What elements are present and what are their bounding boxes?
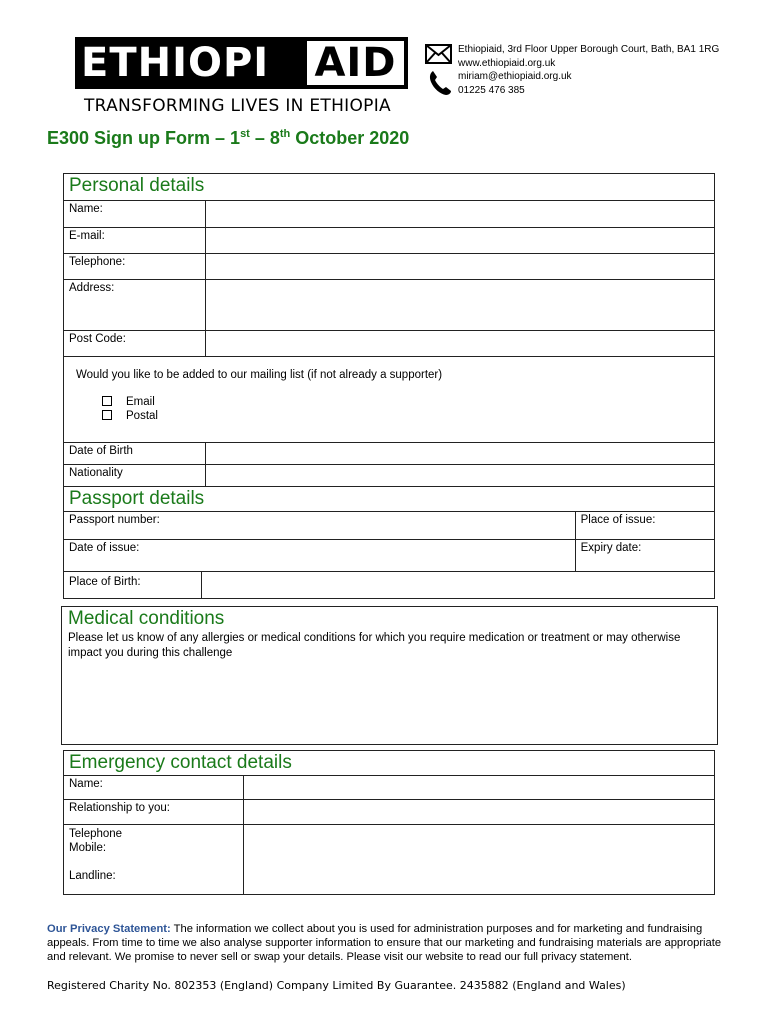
emergency-contact-heading: Emergency contact details xyxy=(64,751,715,776)
telephone-field[interactable] xyxy=(206,254,715,280)
telephone-label: Telephone xyxy=(69,828,123,840)
telephone-label: Telephone: xyxy=(64,254,206,280)
phone-icon xyxy=(428,70,452,96)
mailing-option-postal[interactable]: Postal xyxy=(102,409,702,423)
ethiopiaid-logo xyxy=(75,37,408,89)
postcode-field[interactable] xyxy=(206,331,715,357)
place-of-issue-cell[interactable]: Place of issue: xyxy=(575,512,714,540)
address-label: Address: xyxy=(64,280,206,331)
medical-conditions-heading: Medical conditions xyxy=(68,608,225,629)
name-field[interactable] xyxy=(206,201,715,228)
emergency-telephone-labels xyxy=(64,825,244,895)
contact-email: miriam@ethiopiaid.org.uk xyxy=(458,71,572,82)
envelope-icon xyxy=(425,44,452,64)
mailing-list-cell xyxy=(64,357,715,443)
email-field[interactable] xyxy=(206,228,715,254)
expiry-date-cell[interactable]: Expiry date: xyxy=(575,540,714,572)
tagline: TRANSFORMING LIVES IN ETHIOPIA xyxy=(84,96,391,116)
passport-number-cell[interactable]: Passport number: xyxy=(64,512,576,540)
privacy-text: The information we collect about you is used for administration purposes and for marketing and fundraising appeals. From time to time we also analyse supporter information to ensure that our marketing and fundraising materials are appropriate and relevant. We promise to never sell or swap your details. Please visit our website to read our full privacy statement. xyxy=(47,923,722,963)
logo-right-text: AID xyxy=(303,37,408,89)
nationality-label: Nationality xyxy=(64,465,206,487)
page-title: E300 Sign up Form – 1st – 8th October 2020 xyxy=(47,128,410,148)
mailing-option-email[interactable]: Email xyxy=(102,395,702,409)
emergency-name-label: Name: xyxy=(64,776,244,800)
logo-left-text: ETHIOPI xyxy=(75,37,303,89)
emergency-contact-table xyxy=(63,750,715,895)
emergency-name-field[interactable] xyxy=(244,776,715,800)
privacy-label: Our Privacy Statement: xyxy=(47,923,171,935)
personal-details-table xyxy=(63,173,715,487)
dob-label: Date of Birth xyxy=(64,443,206,465)
place-of-birth-label: Place of Birth: xyxy=(64,572,202,599)
name-label: Name: xyxy=(64,201,206,228)
mobile-label: Mobile: xyxy=(69,842,107,854)
relationship-field[interactable] xyxy=(244,800,715,825)
contact-block xyxy=(458,43,719,97)
medical-conditions-box[interactable] xyxy=(61,606,718,745)
email-label: E-mail: xyxy=(64,228,206,254)
privacy-statement xyxy=(47,922,727,964)
emergency-telephone-field[interactable] xyxy=(244,825,715,895)
relationship-label: Relationship to you: xyxy=(64,800,244,825)
nationality-field[interactable] xyxy=(206,465,715,487)
mailing-list-question: Would you like to be added to our mailing list (if not already a supporter) xyxy=(76,369,443,381)
postcode-label: Post Code: xyxy=(64,331,206,357)
date-of-issue-cell[interactable]: Date of issue: xyxy=(64,540,576,572)
contact-address: Ethiopiaid, 3rd Floor Upper Borough Court, Bath, BA1 1RG xyxy=(458,44,720,55)
dob-field[interactable] xyxy=(206,443,715,465)
charity-registration: Registered Charity No. 802353 (England) Company Limited By Guarantee. 2435882 (England and Wales) xyxy=(47,979,626,992)
contact-website: www.ethiopiaid.org.uk xyxy=(458,57,556,69)
postal-checkbox[interactable] xyxy=(102,410,112,420)
personal-details-heading: Personal details xyxy=(64,174,715,201)
address-field[interactable] xyxy=(206,280,715,331)
contact-phone: 01225 476 385 xyxy=(458,84,525,96)
email-checkbox[interactable] xyxy=(102,396,112,406)
passport-details-table xyxy=(63,486,715,599)
medical-conditions-text: Please let us know of any allergies or medical conditions for which you require medication or treatment or may otherwise impact you during this challenge xyxy=(68,632,681,659)
landline-label: Landline: xyxy=(69,870,116,882)
place-of-birth-field[interactable] xyxy=(202,572,715,599)
passport-details-heading: Passport details xyxy=(64,487,715,512)
